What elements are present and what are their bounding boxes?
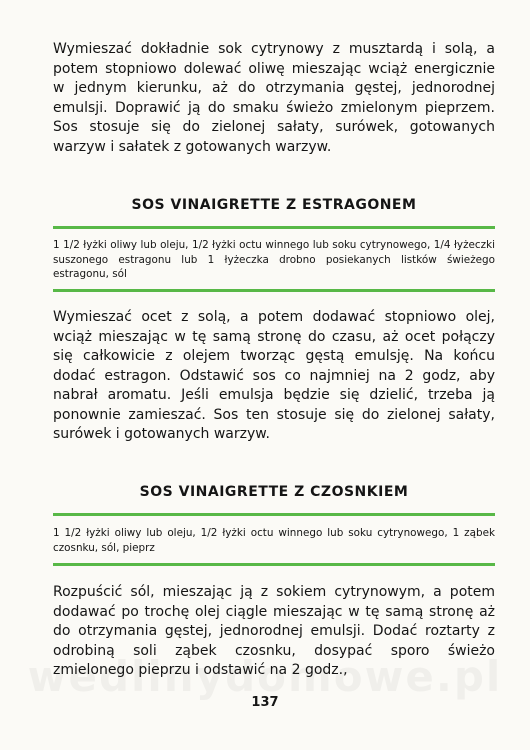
- page-number: 137: [251, 695, 279, 710]
- ingredients-czosnek: 1 1/2 łyżki oliwy lub oleju, 1/2 łyżki octu winnego lub soku cytrynowego, 1 ząbek czosnku, sól, pieprz: [53, 527, 495, 554]
- ingredients-estragon: 1 1/2 łyżki oliwy lub oleju, 1/2 łyżki octu winnego lub soku cytrynowego, 1/4 łyżeczki suszonego estragonu lub 1 łyżeczka drobno posiekanych listków świeżego estragonu, sól: [53, 239, 495, 280]
- divider-bottom-estragon: [53, 289, 495, 292]
- divider-bottom-czosnek: [53, 563, 495, 566]
- method-estragon: Wymieszać ocet z solą, a potem dodawać stopniowo olej, wciąż mieszając w tę samą stronę do czasu, aż ocet połączy się całkowicie z olejem tworząc gęstą emulsję. Na końcu dodać estragon. Odstawić sos co najmniej na 2 godz, aby nabrał aromatu. Jeśli emulsja będzie się dzielić, trzeba ją ponownie zamieszać. Sos ten stosuje się do zielonej sałaty, surówek i gotowanych warzyw.: [53, 309, 495, 442]
- divider-top-estragon: [53, 226, 495, 229]
- recipe-title-estragon: SOS VINAIGRETTE Z ESTRAGONEM: [131, 197, 417, 213]
- intro-paragraph: Wymieszać dokładnie sok cytrynowy z musztardą i solą, a potem stopniowo dolewać oliwę mieszając wciąż energicznie w jednym kierunku, aż do otrzymania gęstej, jednorodnej emulsji. Doprawić ją do smaku świeżo zmielonym pieprzem. Sos stosuje się do zielonej sałaty, surówek, gotowanych warzyw i sałatek z gotowanych warzyw.: [53, 41, 495, 155]
- watermark: [0, 652, 530, 701]
- divider-top-czosnek: [53, 513, 495, 516]
- method-czosnek: Rozpuścić sól, mieszając ją z sokiem cytrynowym, a potem dodawać po trochę olej ciągle mieszając w tę samą stronę aż do otrzymania gęstej, jednorodnej emulsji. Dodać roztarty z odrobiną soli ząbek czosnku, dosypać sporo świeżo zmielonego pieprzu i odstawić na 2 godz.,: [53, 584, 495, 678]
- recipe-title-czosnek: SOS VINAIGRETTE Z CZOSNKIEM: [139, 484, 409, 500]
